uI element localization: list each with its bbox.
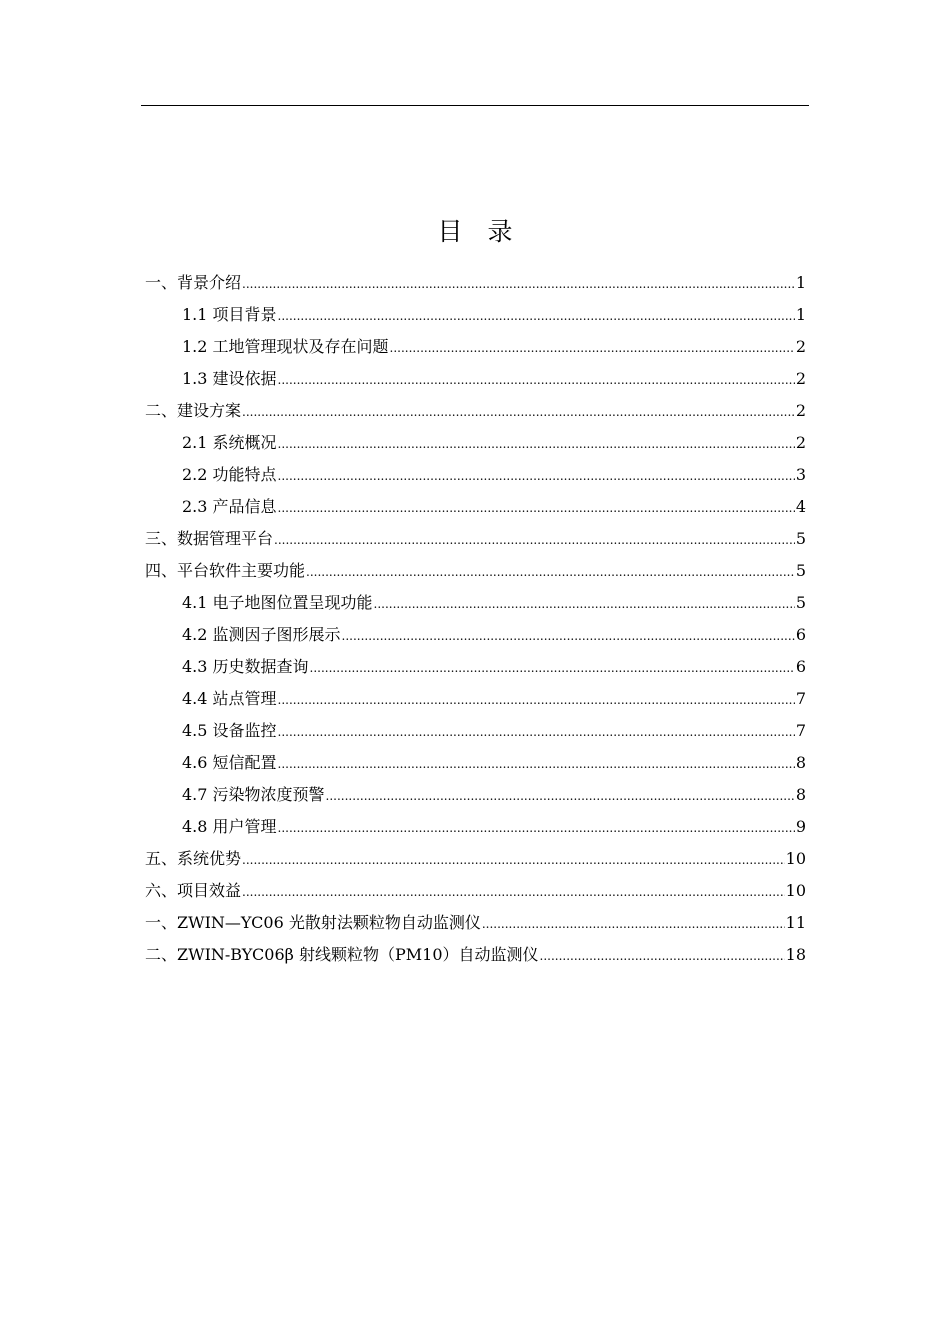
toc-entry-page: 7: [795, 689, 806, 708]
toc-entry-page: 7: [795, 721, 806, 740]
toc-entry-page: 9: [795, 817, 806, 836]
toc-entry-page: 5: [795, 561, 806, 580]
toc-entry-label: 4.5 设备监控: [182, 721, 277, 740]
toc-entry[interactable]: [145, 555, 806, 587]
toc-entry[interactable]: [182, 811, 806, 843]
toc-entry-label: 六、项目效益: [145, 881, 242, 900]
toc-entry[interactable]: [145, 875, 806, 907]
toc-entry-page: 10: [785, 849, 806, 868]
toc-entry[interactable]: [182, 779, 806, 811]
toc-leader: [242, 876, 785, 908]
toc-entry-label: 2.2 功能特点: [182, 465, 277, 484]
toc-entry-page: 5: [795, 593, 806, 612]
toc-entry[interactable]: [182, 651, 806, 683]
toc-entry-page: 8: [795, 785, 806, 804]
toc-leader: [278, 748, 795, 780]
toc-entry-label: 4.4 站点管理: [182, 689, 277, 708]
toc-leader: [278, 300, 795, 332]
toc-entry-page: 6: [795, 657, 806, 676]
toc-leader: [278, 716, 795, 748]
toc-title: 目 录: [437, 217, 513, 246]
toc-entry-page: 3: [795, 465, 806, 484]
toc-entry-label: 2.3 产品信息: [182, 497, 277, 516]
toc-entry-page: 5: [795, 529, 806, 548]
toc-entry[interactable]: [182, 491, 806, 523]
toc-entry[interactable]: [182, 747, 806, 779]
toc-entry[interactable]: [145, 907, 806, 939]
toc-leader: [310, 652, 795, 684]
toc-entry-page: 11: [785, 913, 806, 932]
toc-entry-label: 4.7 污染物浓度预警: [182, 785, 325, 804]
toc-leader: [342, 620, 795, 652]
toc-entry[interactable]: [182, 459, 806, 491]
toc-leader: [242, 396, 795, 428]
toc-entry-label: 二、建设方案: [145, 401, 242, 420]
toc-entry-page: 2: [795, 433, 806, 452]
toc-entry-label: 一、ZWIN—YC06 光散射法颗粒物自动监测仪: [145, 913, 481, 932]
toc-entry[interactable]: [182, 331, 806, 363]
toc-leader: [482, 908, 785, 940]
toc-entry-label: 四、平台软件主要功能: [145, 561, 306, 580]
toc-leader: [242, 268, 795, 300]
toc-leader: [306, 556, 795, 588]
toc-entry-label: 三、数据管理平台: [145, 529, 274, 548]
toc-entry-label: 一、背景介绍: [145, 273, 242, 292]
toc-entry-label: 4.6 短信配置: [182, 753, 277, 772]
toc-entry[interactable]: [145, 523, 806, 555]
toc-leader: [278, 428, 795, 460]
toc-leader: [278, 364, 795, 396]
toc-entry-label: 五、系统优势: [145, 849, 242, 868]
toc-entry[interactable]: [145, 267, 806, 299]
toc-entry-label: 4.8 用户管理: [182, 817, 277, 836]
toc-entry-page: 10: [785, 881, 806, 900]
toc-entry-page: 1: [795, 305, 806, 324]
toc-entry[interactable]: [145, 939, 806, 971]
toc-entry-page: 2: [795, 337, 806, 356]
toc-entry-page: 6: [795, 625, 806, 644]
toc-leader: [242, 844, 785, 876]
toc-entry-label: 2.1 系统概况: [182, 433, 277, 452]
toc-entry[interactable]: [182, 619, 806, 651]
toc-entry-page: 4: [795, 497, 806, 516]
toc-entry[interactable]: [182, 683, 806, 715]
toc-leader: [278, 812, 795, 844]
toc-entry[interactable]: [182, 363, 806, 395]
toc-leader: [374, 588, 795, 620]
toc-entry-label: 1.2 工地管理现状及存在问题: [182, 337, 389, 356]
toc-entry-label: 二、ZWIN-BYC06β 射线颗粒物（PM10）自动监测仪: [145, 945, 539, 964]
toc-entry-label: 1.3 建设依据: [182, 369, 277, 388]
toc-leader: [390, 332, 795, 364]
toc-entry-page: 18: [785, 945, 806, 964]
toc-leader: [278, 460, 795, 492]
toc-entry[interactable]: [182, 427, 806, 459]
toc-leader: [274, 524, 795, 556]
toc-leader: [278, 492, 795, 524]
toc-entry[interactable]: [182, 715, 806, 747]
toc-entry-page: 8: [795, 753, 806, 772]
toc-leader: [278, 684, 795, 716]
toc-entry[interactable]: [182, 587, 806, 619]
toc-entry-label: 1.1 项目背景: [182, 305, 277, 324]
toc-entry-page: 2: [795, 401, 806, 420]
toc-entry-label: 4.2 监测因子图形展示: [182, 625, 341, 644]
toc-entry[interactable]: [145, 843, 806, 875]
toc-entry-page: 2: [795, 369, 806, 388]
toc-entry-page: 1: [795, 273, 806, 292]
toc-entry-label: 4.1 电子地图位置呈现功能: [182, 593, 373, 612]
toc-leader: [540, 940, 785, 972]
toc-entry[interactable]: [145, 395, 806, 427]
toc-leader: [326, 780, 795, 812]
toc-entry-label: 4.3 历史数据查询: [182, 657, 309, 676]
header-rule: [141, 105, 809, 106]
toc-entry[interactable]: [182, 299, 806, 331]
